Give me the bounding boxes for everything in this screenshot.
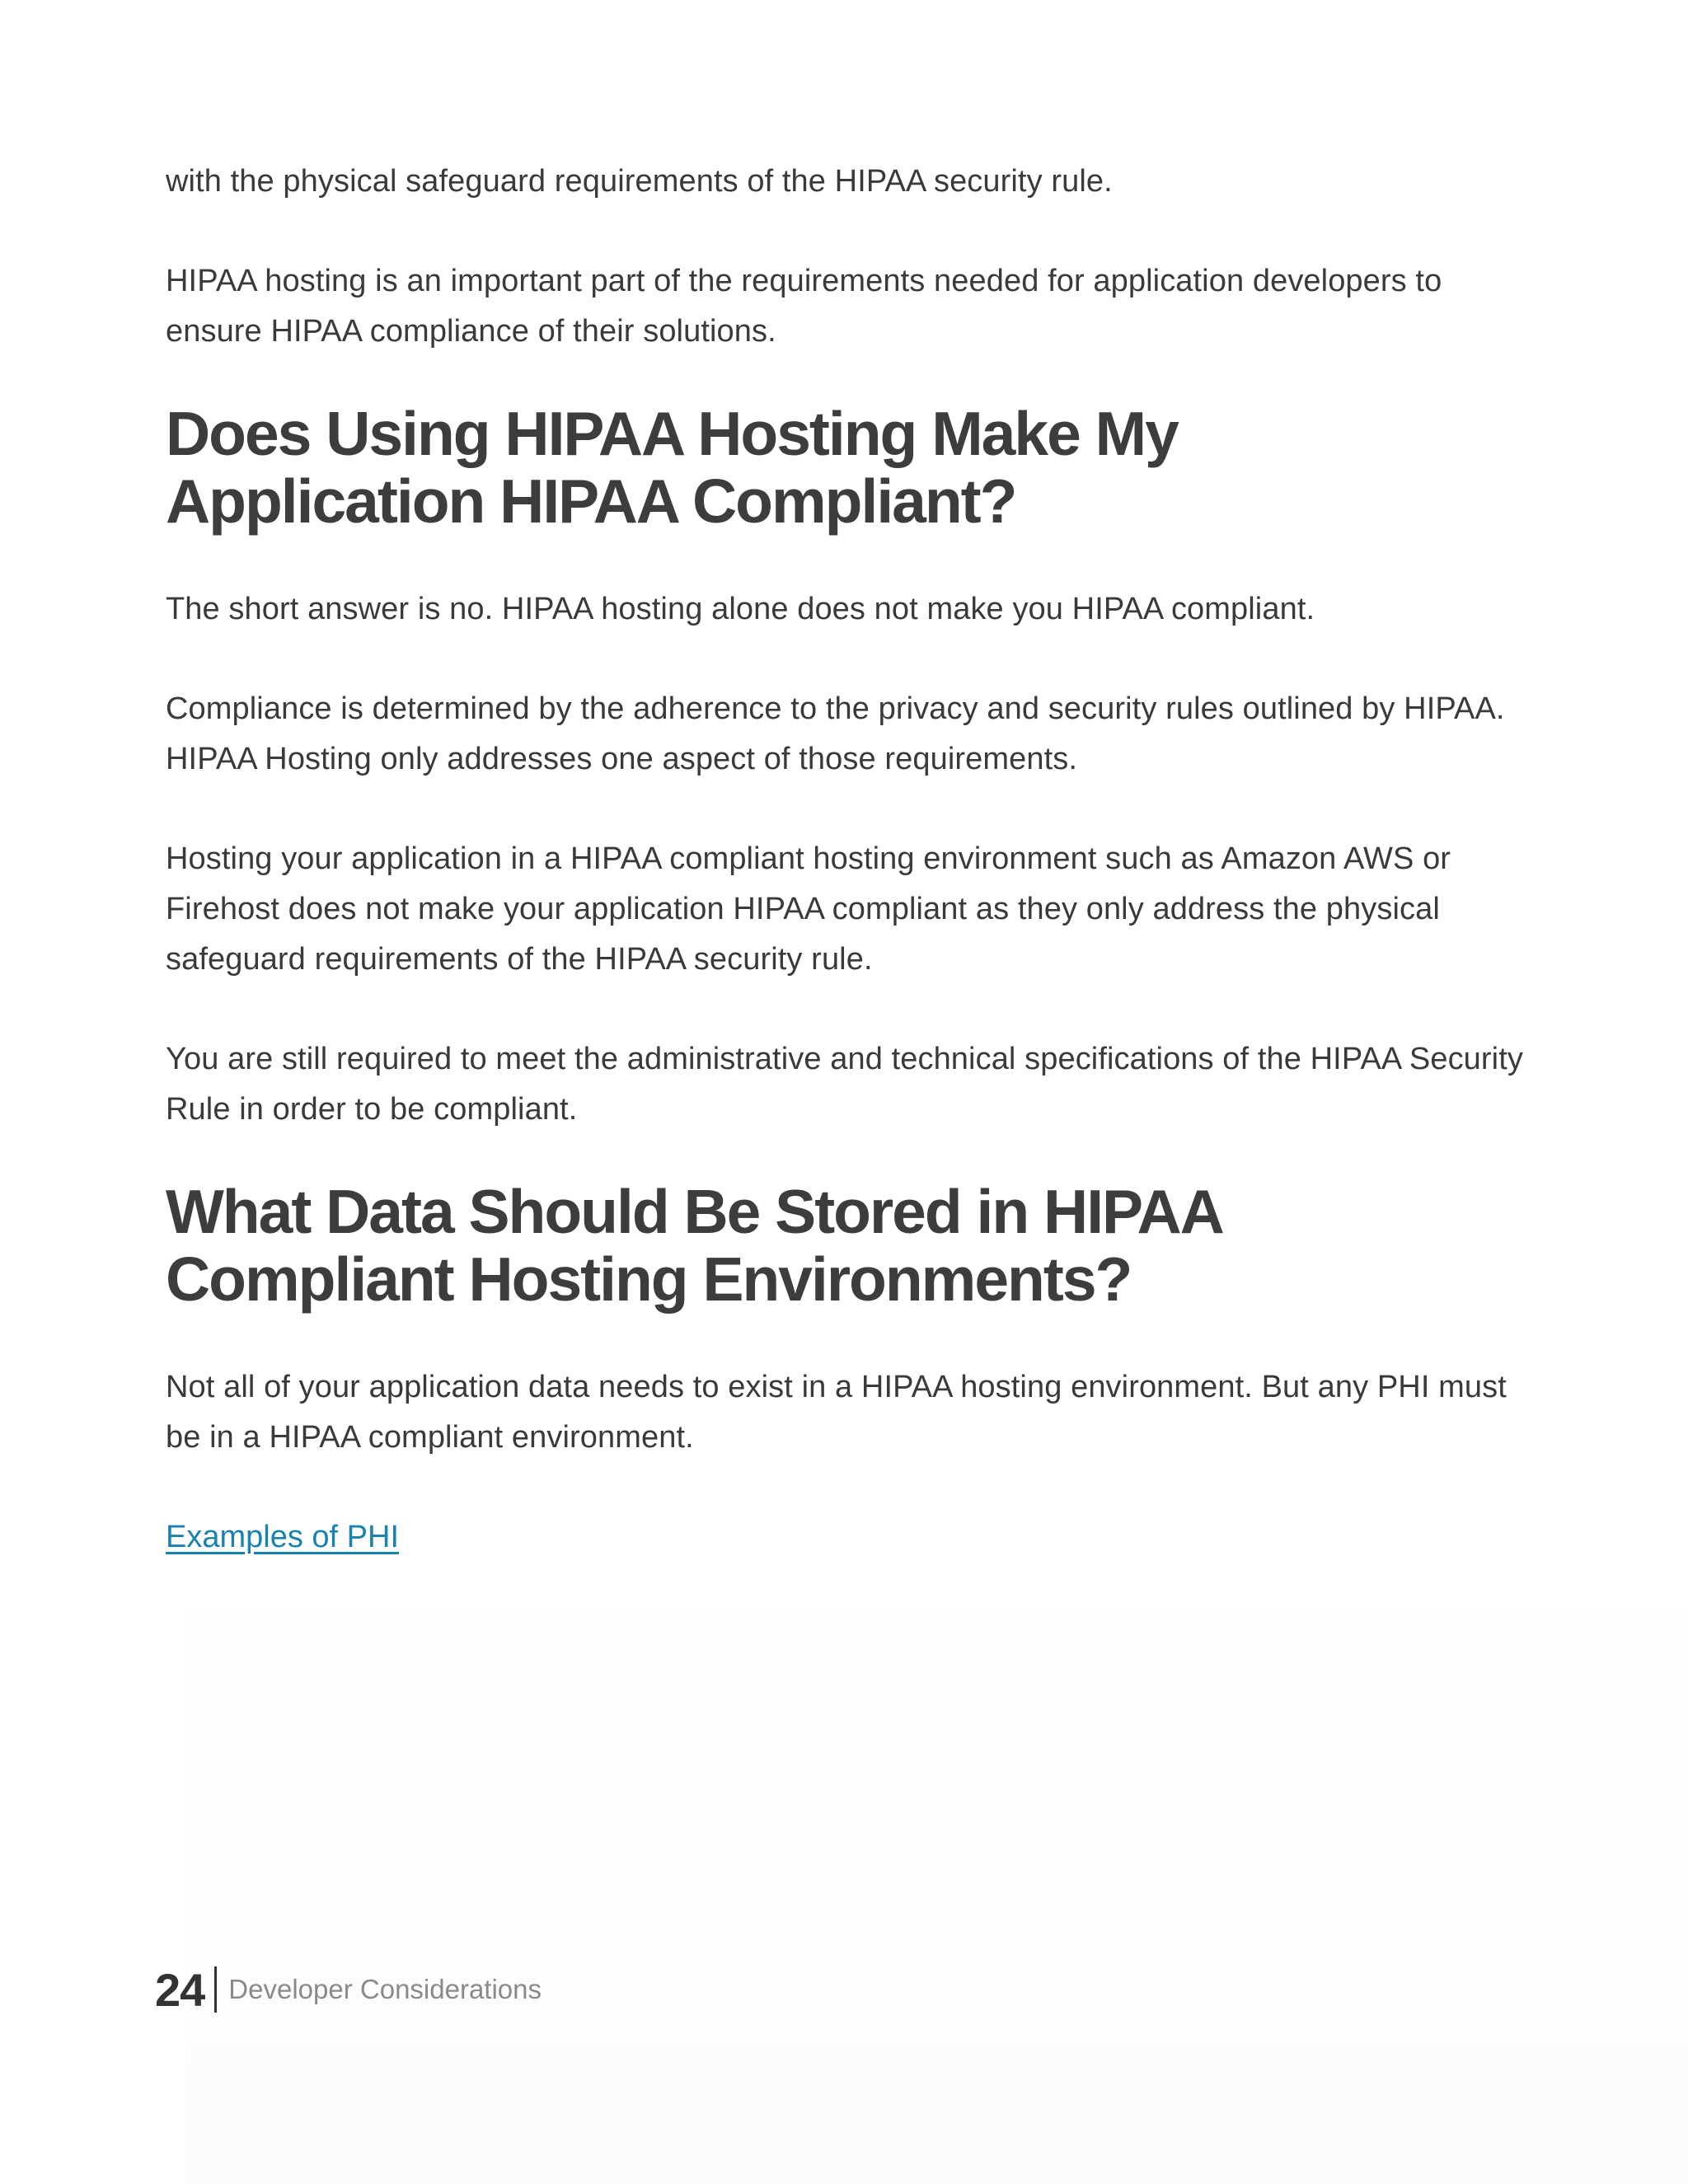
section1-paragraph-2: Compliance is determined by the adherence to the privacy and security rules outlined by HIPAA. HIPAA Hosting only addresses one aspect of those requirements.: [166, 691, 1505, 776]
section2-paragraph-1: Not all of your application data needs to exist in a HIPAA hosting environment. But any PHI must be in a HIPAA compliant environment.: [166, 1370, 1507, 1455]
intro-paragraph-2: HIPAA hosting is an important part of the requirements needed for application developers to ensure HIPAA compliance of their solutions.: [166, 264, 1442, 349]
page-footer: [155, 1965, 542, 2014]
footer-divider: [214, 1966, 217, 2013]
section-heading-data-storage: [166, 1178, 1534, 1313]
examples-of-phi-link[interactable]: Examples of PHI: [166, 1520, 399, 1554]
intro-paragraph-1: with the physical safeguard requirements of the HIPAA security rule.: [166, 164, 1113, 199]
section1-paragraph-1: The short answer is no. HIPAA hosting alone does not make you HIPAA compliant.: [166, 592, 1315, 626]
heading-line: Does Using HIPAA Hosting Make My: [166, 399, 1178, 468]
heading-line: What Data Should Be Stored in HIPAA: [166, 1177, 1223, 1246]
section1-paragraph-4: You are still required to meet the administrative and technical specifications of the HIPAA Security Rule in order to be compliant.: [166, 1042, 1523, 1127]
section1-paragraph-3: Hosting your application in a HIPAA compliant hosting environment such as Amazon AWS or Firehost does not make your application HIPAA compliant as they only address the physical safeguard requirements of the HIPAA security rule.: [166, 841, 1451, 977]
section-heading-hipaa-hosting-compliance: [166, 400, 1534, 535]
page-content: [166, 157, 1534, 1563]
heading-line: Application HIPAA Compliant?: [166, 466, 1016, 536]
page-number: 24: [155, 1963, 205, 2016]
heading-line: Compliant Hosting Environments?: [166, 1244, 1132, 1314]
footer-section-label: Developer Considerations: [228, 1974, 542, 2004]
page-shade: [185, 1549, 1688, 2184]
